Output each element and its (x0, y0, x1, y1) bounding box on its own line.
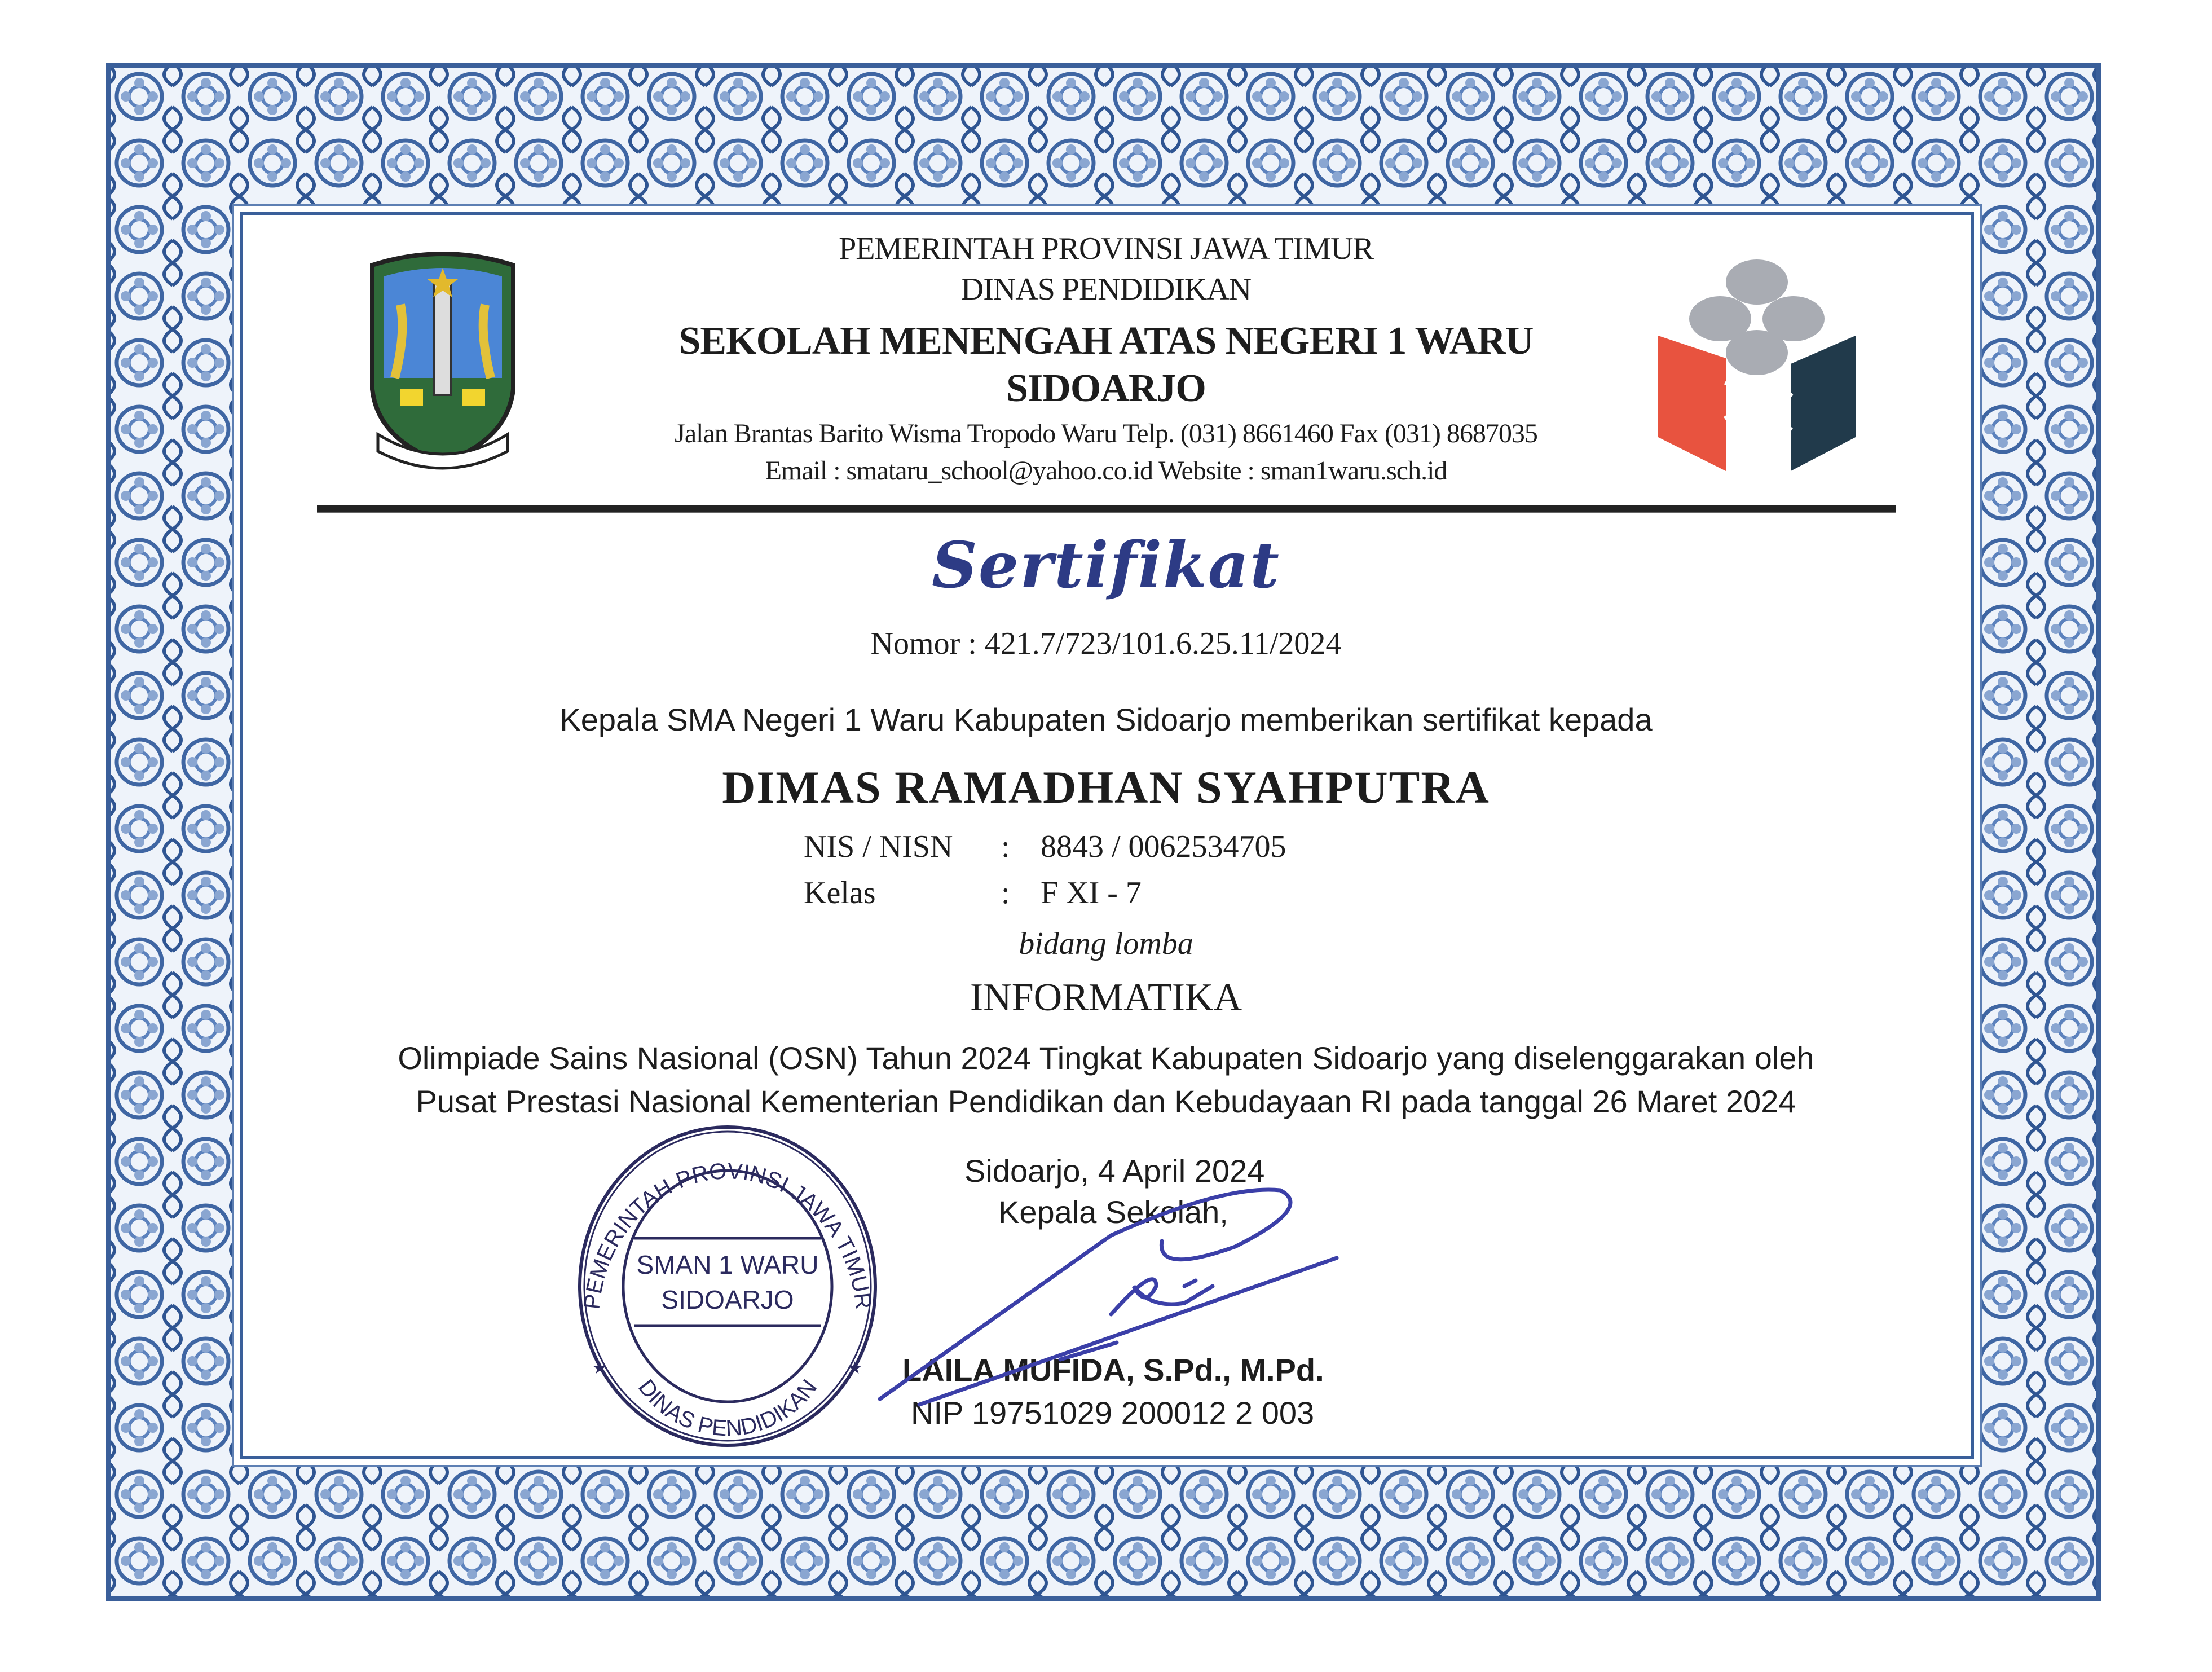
signer-name: LAILA MUFIDA, S.Pd., M.Pd. (902, 1352, 1324, 1388)
stamp-inner-line-1: SMAN 1 WARU (636, 1250, 819, 1279)
svg-text:DINAS PENDIDIKAN (633, 1375, 822, 1441)
header-city: SIDOARJO (1006, 367, 1206, 410)
description-line-1: Olimpiade Sains Nasional (OSN) Tahun 2024 Tingkat Kabupaten Sidoarjo yang diselenggarakan oleh (398, 1040, 1814, 1076)
signature-place-date: Sidoarjo, 4 April 2024 (964, 1153, 1265, 1189)
recipient-name: DIMAS RAMADHAN SYAHPUTRA (722, 762, 1490, 813)
class-separator: : (1001, 875, 1010, 910)
description-line-2: Pusat Prestasi Nasional Kementerian Pendidikan dan Kebudayaan RI pada tanggal 26 Maret 2024 (416, 1084, 1796, 1119)
nis-separator: : (1001, 829, 1010, 864)
nis-value: 8843 / 0062534705 (1041, 829, 1286, 864)
stamp-inner-line-2: SIDOARJO (661, 1285, 794, 1314)
certificate-number: Nomor : 421.7/723/101.6.25.11/2024 (870, 626, 1342, 661)
signer-nip: NIP 19751029 200012 2 003 (911, 1395, 1315, 1431)
certificate-intro: Kepala SMA Negeri 1 Waru Kabupaten Sidoarjo memberikan sertifikat kepada (559, 702, 1653, 737)
stamp-star-icon: ★ (592, 1359, 607, 1378)
stamp-star-icon: ★ (847, 1359, 862, 1378)
header-address: Jalan Brantas Barito Wisma Tropodo Waru Telp. (031) 8661460 Fax (031) 8687035 (675, 419, 1537, 448)
stamp-outer-top: PEMERINTAH PROVINSI JAWA TIMUR (579, 1159, 876, 1311)
signature-position: Kepala Sekolah, (998, 1194, 1228, 1230)
competition-field: INFORMATIKA (970, 976, 1242, 1019)
certificate-title: Sertifikat (931, 529, 1281, 602)
header-department: DINAS PENDIDIKAN (960, 272, 1252, 307)
stamp-outer-bottom: DINAS PENDIDIKAN (633, 1375, 822, 1441)
handwritten-signature (818, 1173, 1354, 1410)
header-contact: Email : smataru_school@yahoo.co.id Website : sman1waru.sch.id (765, 456, 1447, 486)
header-government: PEMERINTAH PROVINSI JAWA TIMUR (839, 231, 1373, 266)
header-school-name: SEKOLAH MENENGAH ATAS NEGERI 1 WARU (678, 319, 1534, 363)
header-divider (317, 505, 1896, 513)
nis-label: NIS / NISN (804, 829, 953, 864)
class-label: Kelas (804, 875, 876, 910)
field-label: bidang lomba (1019, 926, 1193, 961)
class-value: F XI - 7 (1041, 875, 1142, 910)
